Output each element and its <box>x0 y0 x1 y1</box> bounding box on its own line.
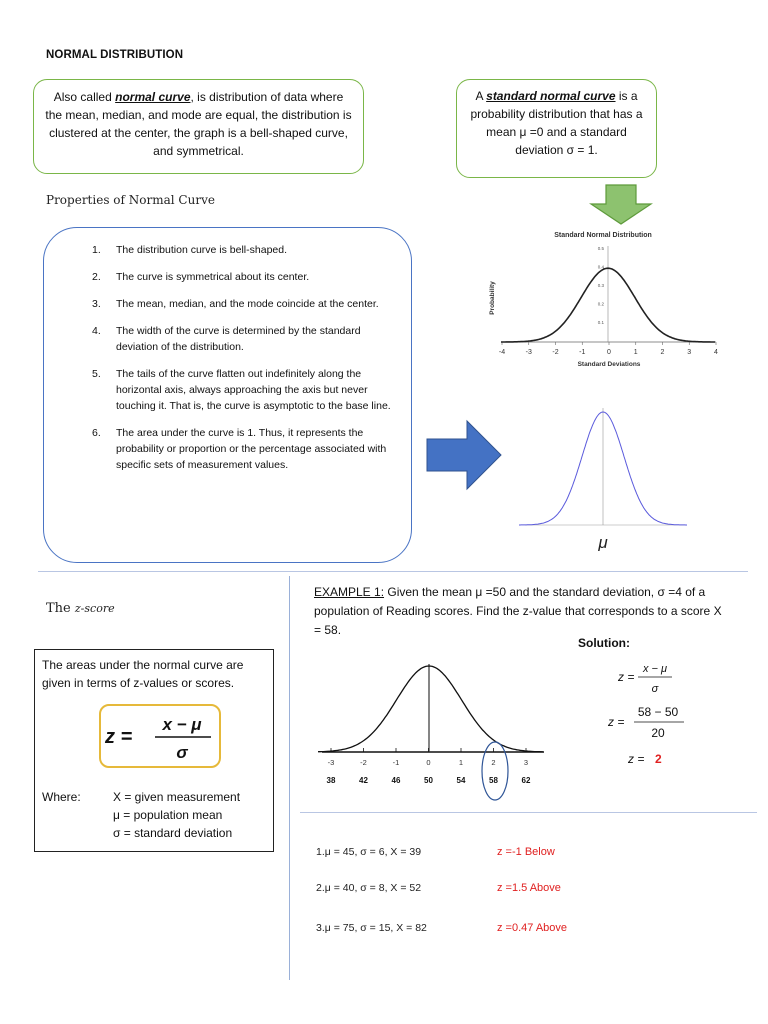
right-arrow-icon <box>425 419 503 491</box>
properties-heading: Properties of Normal Curve <box>46 193 215 207</box>
property-item <box>92 323 392 355</box>
example-raw-tick-label: 38 <box>326 776 336 785</box>
example-z-tick-label: 2 <box>491 758 496 767</box>
example-raw-tick-label: 54 <box>456 776 466 785</box>
example-z-tick-label: 0 <box>426 758 431 767</box>
std-chart-xlabel: Standard Deviations <box>577 361 641 368</box>
property-text: The tails of the curve flatten out indefinitely along the horizontal axis, always approaching the axis but never touching it. That is, the curve is asymptotic to the base line. <box>116 368 391 412</box>
properties-box <box>43 227 412 563</box>
example-z-tick-label: 3 <box>523 758 529 767</box>
std-x-tick-label: 3 <box>687 349 692 356</box>
result-value: 2 <box>655 752 662 766</box>
example-raw-tick-label: 62 <box>521 776 531 785</box>
std-y-tick-label: 0.1 <box>597 320 604 325</box>
property-text: The area under the curve is 1. Thus, it represents the probability or proportion or the percentage associated with specific sets of measurement values. <box>116 427 387 471</box>
property-number: 3. <box>92 298 101 310</box>
property-item <box>92 296 392 312</box>
standard-normal-box <box>456 79 657 178</box>
property-number: 2. <box>92 271 101 283</box>
property-text: The distribution curve is bell-shaped. <box>116 244 288 256</box>
highlight-circle <box>482 742 508 800</box>
practice-divider <box>300 812 757 813</box>
solution-formula-num: x − μ <box>642 663 668 675</box>
property-text: The curve is symmetrical about its center. <box>116 271 310 283</box>
substitution-den: 20 <box>651 726 665 740</box>
zscore-formula-box <box>99 704 221 768</box>
definition-box <box>33 79 364 174</box>
example-z-tick-label: -2 <box>360 758 367 767</box>
example-curve <box>318 666 543 752</box>
zscore-box <box>34 649 274 852</box>
solution-formula-den: σ <box>651 683 659 695</box>
column-divider <box>289 576 290 980</box>
zscore-heading-the: The <box>46 601 75 616</box>
std-y-tick-label: 0.2 <box>597 301 604 307</box>
definition-text-end: , is distribution of data where the mean, median, and mode are equal, the distribution is clustered at the center, the graph is a bell-shaped curve, and symmetrical. <box>45 90 352 158</box>
problem-question: 3.μ = 75, σ = 15, X = 82 <box>316 922 427 934</box>
example-z-tick-label: -3 <box>327 758 335 767</box>
where-line: X = given measurement <box>113 790 241 804</box>
where-line: μ = population mean <box>113 808 223 822</box>
standard-text-start: A <box>475 89 487 103</box>
mu-label: μ <box>598 533 608 552</box>
std-x-tick-label: -4 <box>498 349 506 356</box>
example-raw-tick-label: 50 <box>424 776 433 785</box>
std-x-tick-label: 1 <box>633 349 638 356</box>
page-title: NORMAL DISTRIBUTION <box>46 49 184 61</box>
property-text: The width of the curve is determined by the standard deviation of the distribution. <box>116 325 361 353</box>
standard-normal-chart <box>480 226 730 374</box>
down-arrow-icon <box>588 184 654 226</box>
property-number: 1. <box>92 244 101 256</box>
problem-question: 1.μ = 45, σ = 6, X = 39 <box>316 846 422 858</box>
example-body: Given the mean μ =50 and the standard deviation, σ =4 of a population of Reading scores. Find the z-value that corresponds to a score X = 58. <box>314 585 722 637</box>
substitution-num: 58 − 50 <box>637 705 679 719</box>
std-x-tick-label: -1 <box>579 349 586 356</box>
example-normal-chart <box>318 656 548 802</box>
example-text <box>314 583 729 640</box>
standard-term: standard normal curve <box>486 89 616 103</box>
substitution-lhs: z = <box>608 715 625 729</box>
std-y-tick-label: 0.4 <box>597 264 604 270</box>
property-number: 5. <box>92 368 101 380</box>
formula-lhs: z = <box>105 726 133 748</box>
problem-answer: z =0.47 Above <box>497 922 568 934</box>
zscore-heading <box>46 601 115 616</box>
property-item <box>92 366 392 414</box>
section-divider <box>38 571 748 572</box>
where-line: σ = standard deviation <box>113 826 233 840</box>
definition-text-start: Also called <box>53 90 116 104</box>
where-label: Where: <box>42 790 81 804</box>
definition-term: normal curve <box>115 90 191 104</box>
std-x-tick-label: 2 <box>660 349 665 356</box>
std-x-tick-label: -3 <box>525 349 532 356</box>
formula-denominator: σ <box>176 743 188 762</box>
where-lines <box>113 788 240 842</box>
property-text: The mean, median, and the mode coincide at the center. <box>116 298 379 310</box>
property-item <box>92 269 392 285</box>
example-z-tick-label: 1 <box>458 758 464 767</box>
problem-question: 2.μ = 40, σ = 8, X = 52 <box>316 882 422 894</box>
std-y-tick-label: 0.5 <box>597 246 604 251</box>
zscore-formula <box>101 706 219 766</box>
example-raw-tick-label: 42 <box>359 776 368 785</box>
zscore-heading-z: z-score <box>74 602 115 615</box>
std-y-tick-label: 0.3 <box>597 283 604 288</box>
property-item <box>92 425 392 473</box>
example-raw-tick-label: 46 <box>391 776 401 785</box>
solution-formula-lhs: z = <box>618 670 635 684</box>
property-item <box>92 242 392 258</box>
result-lhs: z = <box>628 752 645 766</box>
property-number: 4. <box>92 325 101 337</box>
property-number: 6. <box>92 427 101 439</box>
std-x-tick-label: 4 <box>714 349 718 356</box>
example-z-tick-label: -1 <box>392 758 400 767</box>
problem-answer: z =-1 Below <box>497 846 555 858</box>
zscore-intro: The areas under the normal curve are given in terms of z-values or scores. <box>42 658 244 690</box>
std-chart-ylabel: Probability <box>489 281 496 315</box>
example-raw-tick-label: 58 <box>489 776 498 785</box>
bell-curve-chart <box>515 400 695 560</box>
solution-label: Solution: <box>578 636 630 650</box>
std-x-tick-label: -2 <box>552 349 559 356</box>
formula-numerator: x − μ <box>162 715 202 734</box>
solution-steps <box>600 654 710 772</box>
example-label: EXAMPLE 1: <box>314 585 385 599</box>
std-chart-title: Standard Normal Distribution <box>554 232 652 239</box>
standard-text-end: is a probability distribution that has a mean μ =0 and a standard deviation σ = 1. <box>470 89 643 157</box>
std-x-tick-label: 0 <box>607 349 611 356</box>
properties-list <box>92 242 392 484</box>
problem-answer: z =1.5 Above <box>497 882 561 894</box>
